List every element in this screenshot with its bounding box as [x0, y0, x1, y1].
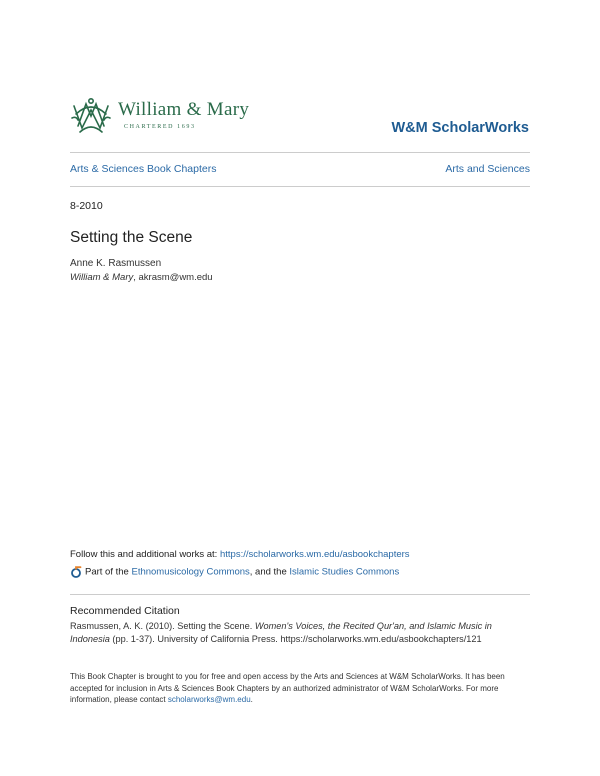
arts-sciences-book-chapters-link[interactable]: Arts & Sciences Book Chapters: [70, 163, 217, 175]
divider-top: [70, 152, 530, 153]
affiliation-email: , akrasm@wm.edu: [133, 272, 213, 283]
logo-chartered: CHARTERED 1693: [124, 124, 196, 130]
scholarworks-brand-link[interactable]: W&M ScholarWorks: [391, 120, 529, 136]
part-of-prefix: Part of the: [85, 566, 132, 578]
document-title: Setting the Scene: [70, 229, 193, 246]
citation-after: (pp. 1-37). University of California Press. https://scholarworks.wm.edu/asbookchapters/121: [109, 634, 482, 644]
notice-text: This Book Chapter is brought to you for free and open access by the Arts and Sciences at W&M ScholarWorks. It has been accepted for inclusion in Arts & Sciences Book Chapters by an authorized administrator of W&M ScholarWorks. For more information, please contact: [70, 672, 505, 704]
author-name: Anne K. Rasmussen: [70, 258, 162, 269]
author-affiliation: [70, 272, 213, 283]
collection-url-link[interactable]: https://scholarworks.wm.edu/asbookchapters: [219, 549, 410, 560]
divider-nav: [70, 186, 530, 187]
ethnomusicology-commons-link[interactable]: Ethnomusicology Commons: [131, 566, 250, 578]
islamic-studies-commons-link[interactable]: Islamic Studies Commons: [289, 566, 400, 578]
citation-before: Rasmussen, A. K. (2010). Setting the Scene.: [70, 621, 255, 631]
part-of-middle: , and the: [249, 566, 290, 578]
notice-end: .: [250, 695, 253, 704]
follow-prefix: Follow this and additional works at:: [70, 549, 220, 560]
divider-citation: [70, 594, 530, 595]
follow-line: [70, 549, 410, 560]
citation-text: [70, 620, 532, 646]
part-of-line: [70, 566, 399, 578]
cypher-icon: [70, 96, 112, 136]
open-access-icon: [70, 566, 82, 578]
affiliation-name: William & Mary: [70, 272, 134, 283]
citation-heading: Recommended Citation: [70, 605, 180, 617]
contact-email-link[interactable]: scholarworks@wm.edu: [167, 695, 251, 704]
william-mary-logo[interactable]: [70, 96, 290, 136]
publication-date: 8-2010: [70, 200, 103, 212]
arts-and-sciences-link[interactable]: Arts and Sciences: [445, 163, 530, 175]
citation-book-title: Women's Voices, the Recited Qur'an, and Islamic Music in Indonesia: [70, 621, 492, 644]
logo-wordmark: William & Mary: [118, 99, 250, 120]
access-notice: [70, 671, 532, 706]
